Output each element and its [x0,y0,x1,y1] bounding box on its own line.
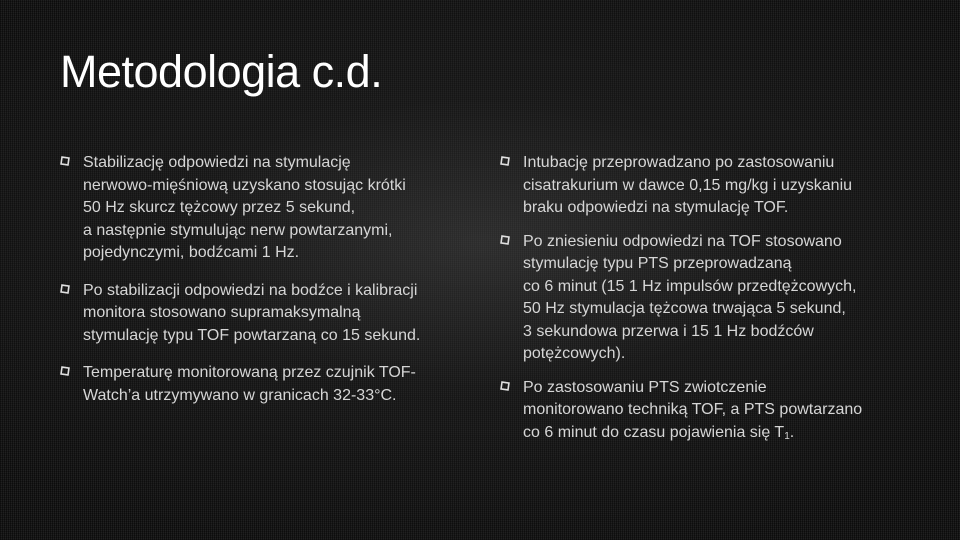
bullet-line: Watch’a utrzymywano w granicach 32-33°C. [83,386,397,404]
left-bullet-3 [60,362,460,407]
bullet-line: a następnie stymulując nerw powtarzanymi, [83,221,393,239]
bullet-line: nerwowo-mięśniową uzyskano stosując krótki [83,176,406,194]
right-bullet-2 [500,231,910,366]
left-bullet-2 [60,280,460,348]
bullet-line: potężcowych). [523,345,626,362]
bullet-line: cisatrakurium w dawce 0,15 mg/kg i uzyskaniu [523,176,853,194]
bullet-line: co 6 minut (15 1 Hz impulsów przedtężcowych, [523,277,857,295]
bullet-line: Temperaturę monitorowaną przez czujnik TOF- [83,364,416,381]
bullet-line: co 6 minut do czasu pojawienia się T [523,423,785,441]
bullet-line: Po zniesieniu odpowiedzi na TOF stosowano [523,232,842,250]
left-column [60,152,460,422]
right-bullet-1 [500,152,910,220]
bullet-line: 50 Hz stymulacja tężcowa trwająca 5 sekund, [523,300,846,317]
subscript-number: 1 [784,430,790,442]
bullet-line: braku odpowiedzi na stymulację TOF. [523,199,789,216]
bullet-icon [500,381,510,391]
bullet-icon [60,156,70,166]
bullet-line: 50 Hz skurcz tężcowy przez 5 sekund, [83,199,356,216]
bullet-line: 3 sekundowa przerwa i 15 1 Hz bodźców [523,322,814,340]
bullet-icon [60,366,70,376]
bullet-line: stymulację typu PTS przeprowadzaną [523,255,792,272]
slide-title: Metodologia c.d. [60,46,383,97]
bullet-line: monitora stosowano supramaksymalną [83,304,361,321]
bullet-line: stymulację typu TOF powtarzaną co 15 sekund. [83,326,421,344]
bullet-line: Po stabilizacji odpowiedzi na bodźce i kalibracji [83,281,418,299]
bullet-line: Stabilizację odpowiedzi na stymulację [83,154,351,171]
sentence-end: . [789,423,795,441]
right-column [500,152,910,459]
bullet-line: monitorowano techniką TOF, a PTS powtarzano [523,401,863,418]
bullet-line: Po zastosowaniu PTS zwiotczenie [523,378,767,396]
bullet-icon [500,235,510,245]
bullet-line: Intubację przeprowadzano po zastosowaniu [523,154,835,171]
bullet-icon [60,284,70,294]
right-bullet-3 [500,377,910,449]
bullet-icon [500,156,510,166]
left-bullet-1 [60,152,460,265]
bullet-line: pojedynczymi, bodźcami 1 Hz. [83,244,300,261]
